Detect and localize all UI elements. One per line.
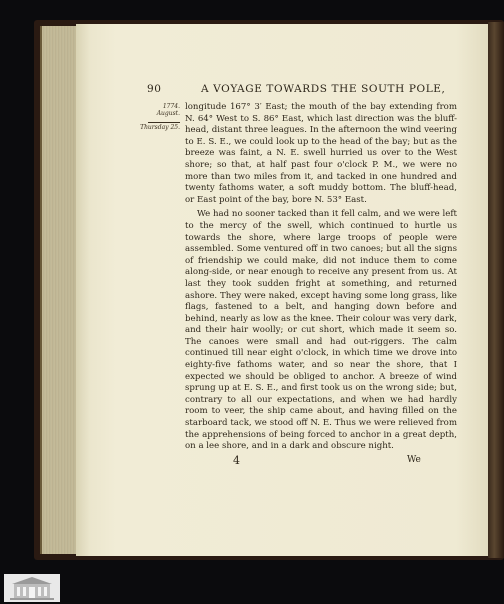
page-number: 90	[147, 83, 162, 95]
signature-mark: 4	[233, 454, 240, 467]
margin-note	[136, 103, 180, 131]
margin-day: Thursday 25.	[140, 124, 180, 131]
margin-rule	[148, 118, 180, 123]
body-text	[185, 102, 457, 456]
viewer-footer	[0, 572, 504, 604]
paragraph-2: We had no sooner tacked than it fell calm, and we were left to the mercy of the swell, which continued to hurtle us towards the shore, where large troops of people were assembled. Some ventured off in two canoes; but all the signs of friendship we could make, did not induce them to come along-side, or near enough to receive any present from us. At last they took sudden fright at something, and returned ashore. They were naked, except having some long grass, like flags, fastened to a belt, and hanging down before and behind, nearly as low as the knee. Their colour was very dark, and their hair woolly; or cut short, which made it seem so. The canoes were small and had out-riggers. The calm continued till near eight o'clock, in which time we drove into eighty-five fathoms water, and so near the shore, that I expected we should be obliged to anchor. A breeze of wind sprung up at E. S. E., and first took us on the wrong side; but, contrary to all our expectations, and when we had hardly room to veer, the ship came about, and having filled on the starboard tack, we stood off N. E. Thus we were relieved from the apprehensions of being forced to anchor in a great depth, on a lee shore, and in a dark and obscure night.	[185, 209, 457, 452]
page-edges	[40, 26, 80, 554]
right-page-edge	[488, 22, 504, 558]
page-header	[147, 83, 462, 99]
paragraph-1: longitude 167° 3′ East; the mouth of the bay extending from N. 64° West to S. 86° East, which last direction was the bluff-head, distant three leagues. In the afternoon the wind veering to E. S. E., we could look up to the head of the bay; but as the breeze was faint, a N. E. swell hurried us over to the West shore; so that, at half past four o'clock P. M., we were no more than two miles from it, and tacked in one hundred and twenty fathoms water, a soft muddy bottom. The bluff-head, or East point of the bay, bore N. 53° East.	[185, 102, 457, 205]
library-logo-icon	[4, 574, 60, 602]
running-title: A VOYAGE TOWARDS THE SOUTH POLE,	[201, 83, 446, 95]
margin-year: 1774.	[162, 103, 180, 110]
catchword: We	[407, 455, 421, 465]
margin-month: August.	[156, 110, 180, 117]
